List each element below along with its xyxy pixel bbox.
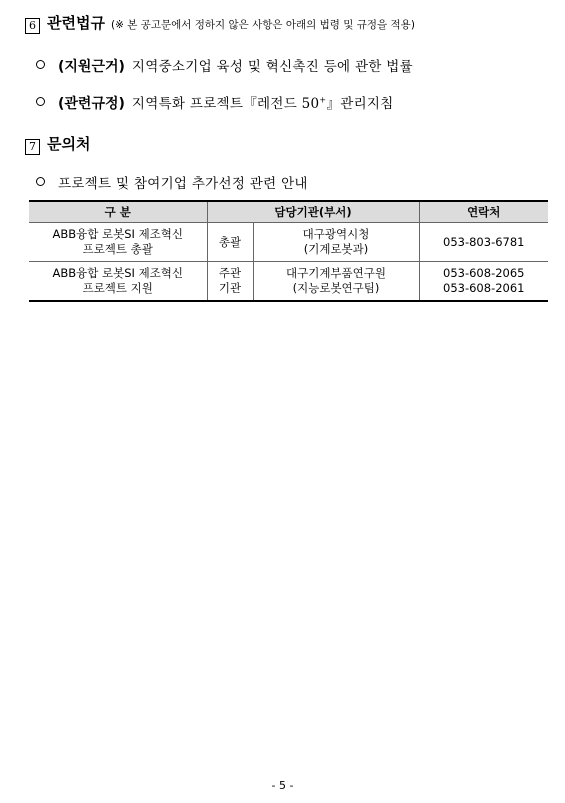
row-category: ABB융합 로봇SI 제조혁신 프로젝트 총괄 [29, 223, 207, 262]
regulation-text-end: 』관리지침 [326, 96, 394, 112]
contact-intro-item [36, 172, 308, 192]
regulation-superscript: + [319, 95, 327, 105]
legal-basis-label: (지원근거) [58, 59, 125, 75]
section-7-number: 7 [25, 139, 40, 155]
row-role: 주관 기관 [207, 262, 253, 302]
row-role: 총괄 [207, 223, 253, 262]
header-contact: 연락처 [419, 201, 548, 223]
related-regulation-item [36, 92, 394, 113]
contact-table [29, 200, 548, 302]
row-category: ABB융합 로봇SI 제조혁신 프로젝트 지원 [29, 262, 207, 302]
table-row [29, 223, 548, 262]
table-row [29, 262, 548, 302]
section-7-heading [25, 133, 90, 154]
header-organization: 담당기관(부서) [207, 201, 419, 223]
table-header-row [29, 201, 548, 223]
regulation-text-main: 지역특화 프로젝트『레전드 50 [131, 96, 320, 112]
legal-basis-text: 지역중소기업 육성 및 혁신촉진 등에 관한 법률 [131, 59, 413, 75]
row-organization: 대구기계부품연구원 (지능로봇연구팀) [253, 262, 419, 302]
contact-intro-text: 프로젝트 및 참여기업 추가선정 관련 안내 [58, 176, 308, 192]
bullet-circle-icon [36, 60, 45, 69]
section-6-title: 관련법규 [47, 14, 105, 32]
bullet-circle-icon [36, 97, 45, 106]
related-regulation-label: (관련규정) [58, 96, 125, 112]
section-7-title: 문의처 [47, 135, 91, 153]
section-6-number: 6 [25, 18, 40, 34]
row-phone: 053-803-6781 [419, 223, 548, 262]
section-6-note: (※ 본 공고문에서 정하지 않은 사항은 아래의 법령 및 규정을 적용) [110, 19, 415, 31]
header-category: 구 분 [29, 201, 207, 223]
section-6-heading [25, 12, 415, 33]
bullet-circle-icon [36, 177, 45, 186]
page-number: - 5 - [271, 779, 294, 792]
row-organization: 대구광역시청 (기계로봇과) [253, 223, 419, 262]
row-phone: 053-608-2065 053-608-2061 [419, 262, 548, 302]
legal-basis-item [36, 55, 413, 76]
related-regulation-text [132, 92, 394, 112]
